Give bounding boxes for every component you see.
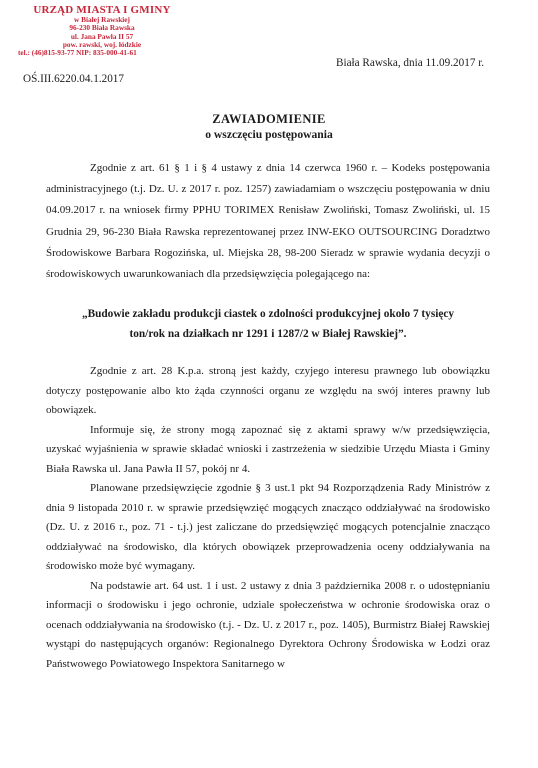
stamp-line-region: pow. rawski, woj. łódzkie: [62, 39, 142, 49]
paragraph-legal-basis: Na podstawie art. 64 ust. 1 i ust. 2 ustawy z dnia 3 października 2008 r. o udostępnianiu informacji o środowisku i jego ochronie, udziale społeczeństwa w ochronie środowiska oraz o ocenach oddziaływania na środowisko (t.j. - Dz. U. z 2017 r., poz. 1405), Burmistrz Białej Rawskiej wystąpi do następujących organów: Regionalnego Dyrektora Ochrony Środowiska w Łodzi oraz Państwowego Powiatowego Inspektora Sanitarnego w: [46, 579, 490, 670]
office-stamp: [18, 4, 186, 57]
project-description-line-1: „Budowie zakładu produkcji ciastek o zdolności produkcyjnej około 7 tysięcy: [81, 308, 455, 321]
document-body: [46, 158, 490, 674]
document-subtitle: o wszczęciu postępowania: [205, 128, 333, 141]
stamp-line-town: w Białej Rawskiej: [74, 15, 130, 25]
paragraph-intro: Zgodnie z art. 61 § 1 i § 4 ustawy z dnia 14 czerwca 1960 r. – Kodeks postępowania administracyjnego (t.j. Dz. U. z 2017 r. poz. 1257) zawiadamiam o wszczęciu postępowania w dniu 04.09.2017 r. na wniosek firmy PPHU TORIMEX Renisław Zwoliński, Tomasz Zwoliński, ul. 15 Grudnia 29, 96-230 Biała Rawska reprezentowanej przez INW-EKO OUTSOURCING Doradztwo Środowiskowe Barbara Rogozińska, ul. Miejska 28, 98-200 Sieradz w sprawie wydania decyzji o środowiskowych uwarunkowaniach dla przedsięwzięcia polegającego na:: [46, 162, 490, 281]
stamp-line-contact: tel.: (46)815-93-77 NIP: 835-000-41-61: [18, 48, 137, 57]
project-description: [46, 304, 490, 344]
stamp-line-postcode: 96-230 Biała Rawska: [69, 23, 135, 33]
reference-number: OŚ.III.6220.04.1.2017: [23, 73, 124, 85]
paragraph-access-info: Informuje się, że strony mogą zapoznać się z aktami sprawy w/w przedsięwzięcia, uzyskać wyjaśnienia w sprawie składać wnioski i zastrzeżenia w siedzibie Urzędu Miasta i Gminy Biała Rawska ul. Jana Pawła II 57, pokój nr 4.: [46, 423, 490, 475]
document-title: ZAWIADOMIENIE: [212, 112, 326, 126]
paragraph-party-definition: Zgodnie z art. 28 K.p.a. stroną jest każdy, czyjego interesu prawnego lub obowiązku dotyczy postępowanie albo kto żąda czynności organu ze względu na swój interes prawny lub obowiązek.: [46, 365, 490, 417]
stamp-title: URZĄD MIASTA I GMINY: [33, 4, 171, 16]
project-description-line-2: ton/rok na działkach nr 1291 i 1287/2 w Białej Rawskiej”.: [129, 328, 407, 341]
document-date: Biała Rawska, dnia 11.09.2017 r.: [336, 57, 485, 69]
stamp-line-street: ul. Jana Pawła II 57: [70, 31, 134, 41]
paragraph-classification: Planowane przedsięwzięcie zgodnie § 3 ust.1 pkt 94 Rozporządzenia Rady Ministrów z dnia 9 listopada 2010 r. w sprawie przedsięwzięć mogących znacząco oddziaływać na środowisko (Dz. U. z 2016 r., poz. 71 - t.j.) jest zaliczane do przedsięwzięć mogących potencjalnie znacząco oddziaływać na środowisko, dla których obowiązek przeprowadzenia oceny oddziaływania na środowisko może być wymagany.: [46, 482, 490, 573]
